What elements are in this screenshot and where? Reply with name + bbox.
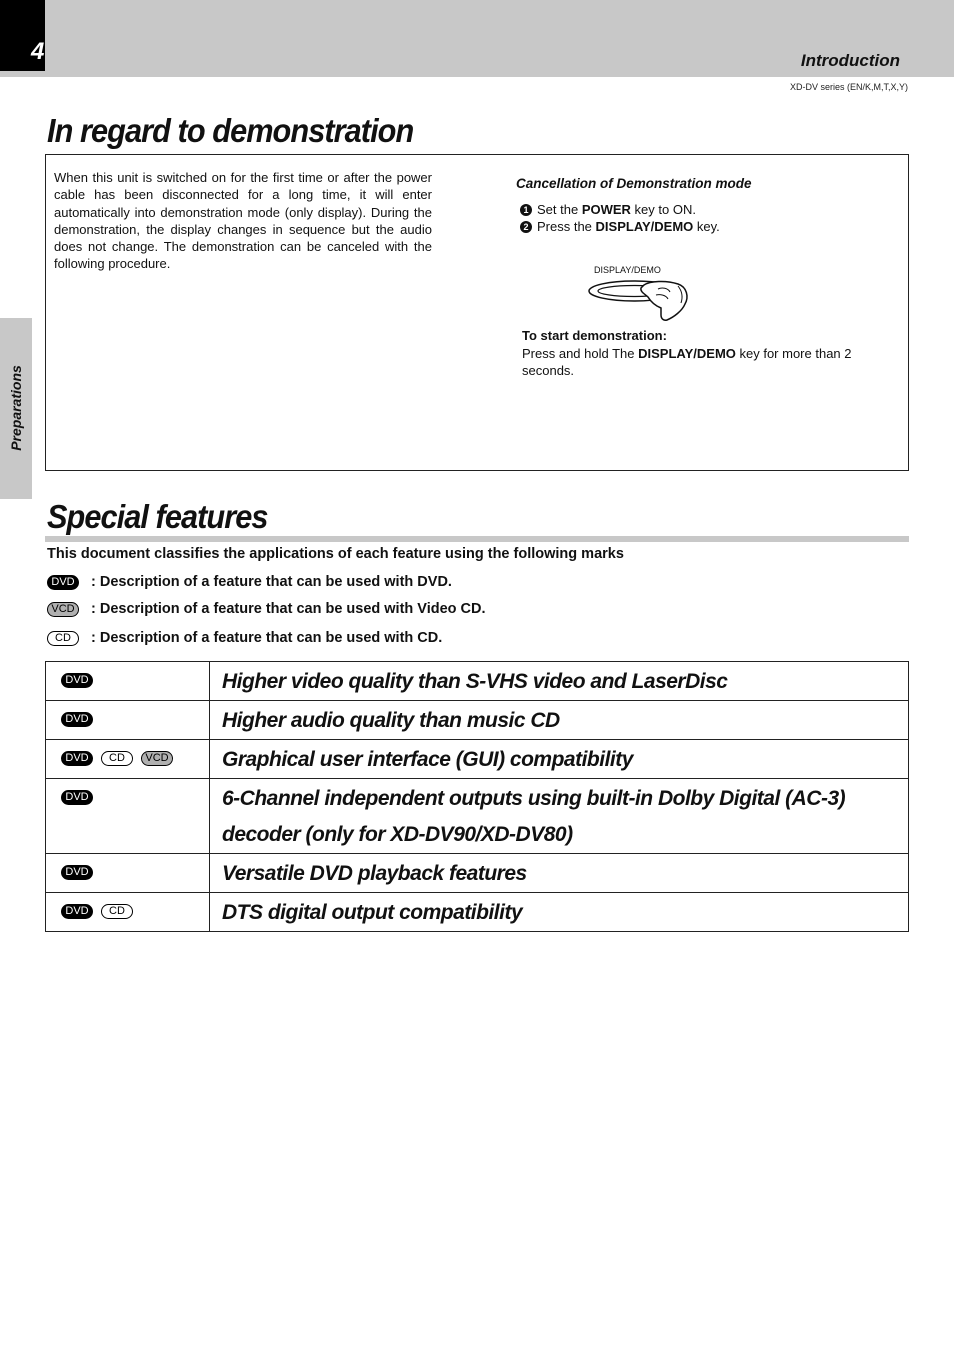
dvd-badge-icon: DVD: [61, 751, 93, 766]
mark-legend-dvd: DVD : Description of a feature that can be used with DVD.: [47, 574, 452, 590]
feature-marks: [46, 893, 210, 932]
display-demo-key-label: DISPLAY/DEMO: [594, 265, 661, 275]
feature-marks: [46, 662, 210, 701]
hand-pressing-key-icon: [588, 275, 692, 325]
start-demo-title: To start demonstration:: [522, 328, 667, 343]
cd-badge-icon: CD: [47, 631, 79, 646]
heading-rule: [45, 536, 909, 542]
dvd-badge-icon: DVD: [61, 712, 93, 727]
side-tab-label: Preparations: [8, 365, 24, 451]
feature-row: [46, 893, 909, 932]
cd-badge-icon: CD: [101, 751, 133, 766]
start-demo-text: Press and hold The DISPLAY/DEMO key for more than 2 seconds.: [522, 346, 852, 378]
demonstration-heading: In regard to demonstration: [47, 112, 414, 149]
feature-row: [46, 662, 909, 701]
page-number: 4: [31, 38, 45, 65]
feature-marks: [46, 779, 210, 854]
mark-legend-cd: CD : Description of a feature that can be used with CD.: [47, 630, 442, 646]
dvd-badge-icon: DVD: [61, 904, 93, 919]
classification-intro: This document classifies the applications of each feature using the following marks: [47, 546, 624, 562]
step-number-icon: 2: [520, 221, 532, 233]
model-series: XD-DV series (EN/K,M,T,X,Y): [789, 82, 908, 92]
feature-marks: [46, 740, 210, 779]
feature-row: [46, 701, 909, 740]
special-features-heading: Special features: [47, 498, 268, 535]
vcd-badge-icon: VCD: [47, 602, 79, 617]
cancel-title: Cancellation of Demonstration mode: [516, 176, 752, 191]
dvd-badge-icon: DVD: [61, 673, 93, 688]
feature-row: [46, 854, 909, 893]
dvd-badge-icon: DVD: [61, 790, 93, 805]
feature-title: Higher video quality than S-VHS video and LaserDisc: [210, 662, 909, 701]
demonstration-body: When this unit is switched on for the first time or after the power cable has been disconnected for a long time, it will enter automatically into demonstration mode (only display). During the demonstration, the display changes in sequence but the audio does not change. The demonstration can be canceled with the following procedure.: [54, 170, 432, 272]
feature-marks: [46, 701, 210, 740]
dvd-badge-icon: DVD: [61, 865, 93, 880]
feature-title: Higher audio quality than music CD: [210, 701, 909, 740]
demonstration-box: [45, 154, 909, 471]
mark-legend-vcd: VCD : Description of a feature that can be used with Video CD.: [47, 601, 486, 617]
step-1: 1 Set the POWER key to ON.: [520, 202, 696, 217]
feature-title: Graphical user interface (GUI) compatibility: [210, 740, 909, 779]
step-2: 2 Press the DISPLAY/DEMO key.: [520, 219, 720, 234]
feature-row: [46, 779, 909, 854]
feature-row: [46, 740, 909, 779]
feature-title: 6-Channel independent outputs using built-in Dolby Digital (AC-3) decoder (only for XD-DV90/XD-DV80): [210, 779, 909, 854]
vcd-badge-icon: VCD: [141, 751, 173, 766]
features-table: [45, 661, 909, 932]
section-title: Introduction: [800, 51, 900, 70]
step-number-icon: 1: [520, 204, 532, 216]
dvd-badge-icon: DVD: [47, 575, 79, 590]
feature-marks: [46, 854, 210, 893]
feature-title: DTS digital output compatibility: [210, 893, 909, 932]
cd-badge-icon: CD: [101, 904, 133, 919]
feature-title: Versatile DVD playback features: [210, 854, 909, 893]
